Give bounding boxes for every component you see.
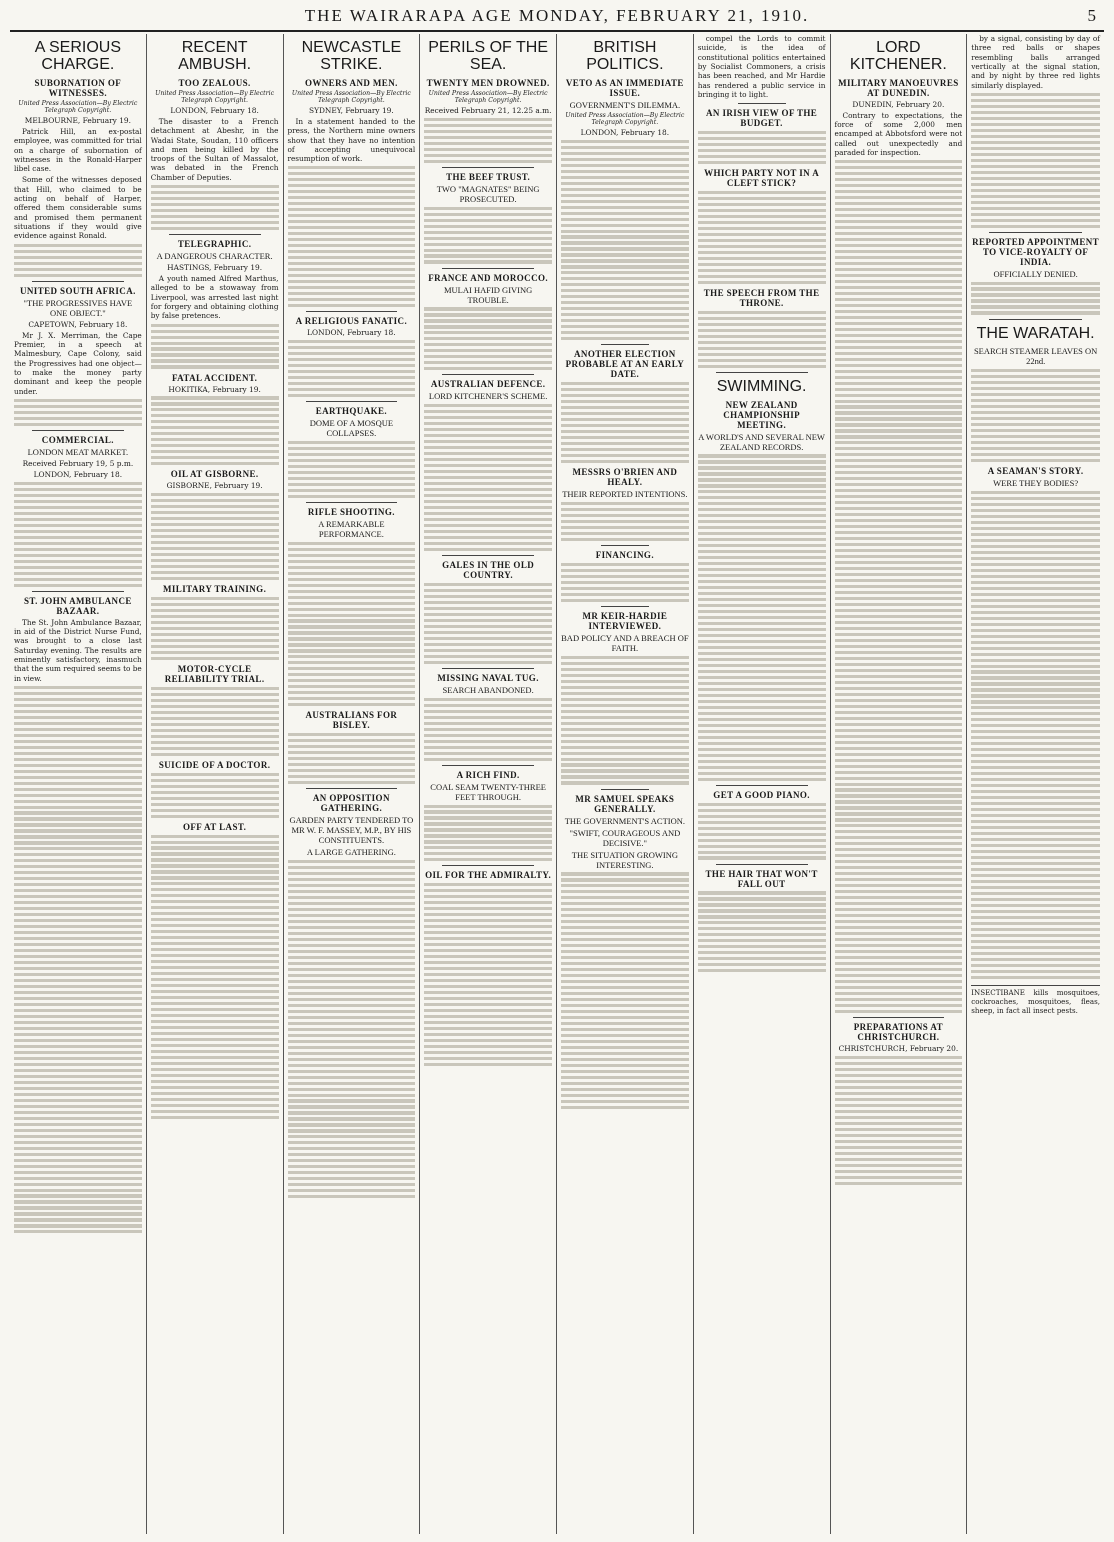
subheading: A REMARKABLE PERFORMANCE. [318, 518, 385, 539]
headline: RECENT AMBUSH. [178, 39, 252, 73]
subheading: WHICH PARTY NOT IN A CLEFT STICK? [704, 168, 820, 189]
text-block [14, 482, 142, 587]
subheading: MULAI HAFID GIVING TROUBLE. [443, 284, 533, 305]
text-block [151, 324, 279, 369]
dateline: LONDON, February 18. [580, 127, 670, 137]
text-block [424, 583, 552, 664]
subheading: AUSTRALIAN DEFENCE. [430, 379, 546, 390]
text-block [698, 803, 826, 860]
dateline: LONDON, February 18. [307, 328, 396, 338]
subheading: TWENTY MEN DROWNED. [426, 77, 550, 88]
subheading: A LARGE GATHERING. [306, 847, 396, 858]
subheading: THE SPEECH FROM THE THRONE. [703, 287, 820, 308]
subheading: MR KEIR-HARDIE INTERVIEWED. [582, 610, 668, 631]
article-text: Patrick Hill, an ex-postal employee, was committed for trial on a charge of subornation of witnesses in the Ronald-Harper libel case. [14, 126, 142, 174]
article-text: The St. John Ambulance Bazaar, in aid of the District Nurse Fund, was brought to a close last Saturday evening. The results are eminently satisfactory, inasmuch that the sum required seems to be in view. [14, 617, 142, 683]
text-block [288, 860, 416, 1198]
subheading: REPORTED APPOINTMENT TO VICE-ROYALTY OF INDIA. [972, 236, 1100, 267]
subheading: MILITARY MANOEUVRES AT DUNEDIN. [838, 77, 959, 98]
text-block [14, 244, 142, 277]
text-block [151, 773, 279, 818]
subheading: MOTOR-CYCLE RELIABILITY TRIAL. [164, 663, 265, 684]
wire-credit: United Press Association—By Electric Telegraph Copyright. [428, 89, 548, 104]
article-text: The disaster to a French detachment at Abeshr, in the Wadai State, Soudan, 110 officers and men being killed by the troops of the Sultan of Massalot, was debated in the French Chamber of Deputies. [150, 116, 279, 182]
text-block [971, 282, 1100, 315]
subheading: DOME OF A MOSQUE COLLAPSES. [309, 417, 394, 438]
subheading: COMMERCIAL. [41, 434, 114, 445]
text-block [151, 835, 279, 1119]
column-6 [694, 34, 831, 1534]
subheading: THE BEEF TRUST. [446, 171, 531, 182]
subheading: TELEGRAPHIC. [177, 239, 252, 250]
subheading: A SEAMAN'S STORY. [987, 466, 1084, 477]
subheading: ST. JOHN AMBULANCE BAZAAR. [23, 595, 132, 616]
subheading: SEARCH ABANDONED. [442, 684, 534, 695]
subheading: A DANGEROUS CHARACTER. [156, 251, 273, 262]
text-block [151, 493, 279, 580]
subheading: SUICIDE OF A DOCTOR. [158, 759, 271, 770]
article-text: compel the Lords to commit suicide, is the idea of constitutional politics entertained by Socialist Commoners, a crisis has been reached, and Mr Hardie has rendered a public service in bringing it to light. [697, 34, 826, 99]
headline: THE WARATAH. [976, 324, 1095, 342]
text-block [288, 733, 416, 784]
subheading: VETO AS AN IMMEDIATE ISSUE. [565, 77, 684, 98]
text-block [698, 191, 826, 284]
text-block [288, 441, 416, 498]
text-block [698, 454, 826, 780]
subheading: ANOTHER ELECTION PROBABLE AT AN EARLY DATE. [565, 349, 685, 380]
text-block [288, 340, 416, 397]
subheading: A RELIGIOUS FANATIC. [295, 316, 408, 327]
text-block [424, 118, 552, 163]
subheading: THE HAIR THAT WON'T FALL OUT [705, 868, 818, 889]
subheading: TOO ZEALOUS. [178, 77, 251, 88]
text-block [561, 140, 689, 341]
subheading: AN OPPOSITION GATHERING. [312, 793, 390, 814]
article-text: Mr J. X. Merriman, the Cape Premier, in a speech at Malmesbury, Cape Colony, said the Progressives had one object—to make the money party dominant and keep the people under. [14, 330, 142, 396]
dateline: HASTINGS, February 19. [167, 263, 263, 273]
subheading: UNITED SOUTH AFRICA. [19, 285, 136, 296]
article-text: Some of the witnesses deposed that Hill, who claimed to be acting on behalf of Harper, offered them considerable sums and promised them permanent situations if they would give evidence against Ronald. [14, 175, 142, 241]
subheading: THE GOVERNMENT'S ACTION. [564, 815, 686, 826]
column-5 [557, 34, 694, 1534]
text-block [561, 656, 689, 785]
text-block [288, 542, 416, 707]
subheading: "THE PROGRESSIVES HAVE ONE OBJECT." [23, 297, 133, 318]
dateline: HOKITIKA, February 19. [168, 384, 261, 394]
subheading: A WORLD'S AND SEVERAL NEW ZEALAND RECORDS. [698, 431, 825, 452]
subheading: THEIR REPORTED INTENTIONS. [562, 489, 688, 500]
subheading: SEARCH STEAMER LEAVES ON 22nd. [973, 346, 1098, 367]
subheading: GET A GOOD PIANO. [713, 789, 810, 800]
subheading: PREPARATIONS AT CHRISTCHURCH. [853, 1022, 943, 1042]
text-block [971, 491, 1100, 979]
article-text: by a signal, consisting by day of three red balls or shapes resembling balls arranged vertically at the signal station, and by night by three red lights similarly displayed. [971, 34, 1100, 90]
subheading: COAL SEAM TWENTY-THREE FEET THROUGH. [430, 781, 546, 802]
subheading: LONDON MEAT MARKET. [27, 446, 129, 457]
dateline: LONDON, February 18. [170, 105, 259, 115]
dateline: GISBORNE, February 19. [166, 481, 263, 491]
subheading: A RICH FIND. [456, 769, 520, 780]
text-block [151, 597, 279, 660]
subheading: GARDEN PARTY TENDERED TO MR W. F. MASSEY, M.P., BY HIS CONSTITUENTS. [289, 815, 414, 846]
dateline: CHRISTCHURCH, February 20. [838, 1044, 959, 1053]
headline: PERILS OF THE SEA. [428, 39, 548, 73]
subheading: AUSTRALIANS FOR BISLEY. [305, 710, 398, 731]
text-block [698, 891, 826, 972]
subheading: NEW ZEALAND CHAMPIONSHIP MEETING. [723, 399, 801, 430]
subheading: WERE THEY BODIES? [993, 478, 1079, 489]
subheading: SUBORNATION OF WITNESSES. [34, 77, 122, 98]
text-block [424, 307, 552, 370]
headline: A SERIOUS CHARGE. [34, 39, 121, 73]
headline: LORD KITCHENER. [849, 39, 947, 73]
text-block [151, 185, 279, 230]
subheading: OIL FOR THE ADMIRALTY. [425, 870, 552, 881]
text-block [835, 1056, 963, 1185]
text-block [698, 311, 826, 368]
subheading: FRANCE AND MOROCCO. [428, 272, 549, 283]
text-block [561, 502, 689, 541]
masthead [10, 4, 1104, 32]
wire-credit: United Press Association—By Electric Telegraph Copyright. [18, 99, 138, 114]
dateline: LONDON, February 18. [33, 469, 123, 479]
headline: SWIMMING. [716, 377, 807, 395]
dateline: CAPETOWN, February 18. [28, 319, 128, 329]
columns [10, 34, 1104, 1534]
column-1 [10, 34, 147, 1534]
subheading: FATAL ACCIDENT. [171, 372, 258, 383]
text-block [561, 382, 689, 463]
subheading: MESSRS O'BRIEN AND HEALY. [572, 467, 678, 488]
subheading: FINANCING. [595, 549, 654, 560]
dateline: MELBOURNE, February 19. [24, 115, 131, 125]
subheading: GOVERNMENT'S DILEMMA. [569, 99, 681, 110]
dateline: SYDNEY, February 19. [309, 105, 394, 115]
text-block [14, 399, 142, 426]
wire-credit: United Press Association—By Electric Telegraph Copyright. [155, 89, 275, 104]
text-block [424, 883, 552, 1066]
wire-credit: United Press Association—By Electric Telegraph Copyright. [565, 111, 685, 126]
subheading: EARTHQUAKE. [315, 405, 388, 416]
subheading: MR SAMUEL SPEAKS GENERALLY. [575, 793, 675, 814]
text-block [424, 805, 552, 862]
text-block [561, 563, 689, 602]
column-7 [831, 34, 968, 1534]
text-block [151, 687, 279, 756]
subheading: BAD POLICY AND A BREACH OF FAITH. [561, 632, 689, 653]
text-block [424, 698, 552, 761]
article-text: Contrary to expectations, the force of some 2,000 men encamped at Abbotsford were not called out unexpectedly and paraded for inspection. [834, 110, 963, 157]
subheading: GALES IN THE OLD COUNTRY. [442, 560, 535, 580]
subheading: OIL AT GISBORNE. [170, 469, 259, 480]
article-text: In a statement handed to the press, the Northern mine owners show that they have no intention of accepting unequivocal resumption of work. [287, 116, 416, 164]
text-block [14, 686, 142, 1234]
subheading: RIFLE SHOOTING. [307, 506, 395, 517]
text-block [971, 369, 1100, 462]
text-block [288, 166, 416, 307]
subheading: MILITARY TRAINING. [163, 584, 267, 595]
wire-credit: United Press Association—By Electric Telegraph Copyright. [291, 89, 411, 104]
text-block [424, 404, 552, 551]
column-3 [284, 34, 421, 1534]
column-4 [420, 34, 557, 1534]
dateline: DUNEDIN, February 20. [852, 99, 945, 109]
dateline: Received February 19, 5 p.m. [22, 458, 134, 468]
subheading: LORD KITCHENER'S SCHEME. [428, 391, 548, 402]
article-text: A youth named Alfred Marthus, alleged to be a stowaway from Liverpool, was arrested last night for forgery and obtaining clothing by false pretences. [150, 274, 279, 321]
text-block [835, 160, 963, 1013]
dateline: Received February 21, 12.25 a.m. [424, 105, 552, 115]
text-block [561, 872, 689, 1108]
subheading: TWO "MAGNATES" BEING PROSECUTED. [436, 183, 540, 204]
subheading: OFFICIALLY DENIED. [993, 268, 1078, 279]
text-block [424, 207, 552, 264]
subheading: AN IRISH VIEW OF THE BUDGET. [706, 108, 818, 129]
column-8 [967, 34, 1104, 1534]
advertisement: INSECTIBANE kills mosquitoes, cockroaches, mosquitoes, fleas, sheep, in fact all insect pests. [971, 985, 1100, 1016]
subheading: MISSING NAVAL TUG. [437, 672, 539, 683]
text-block [151, 396, 279, 465]
column-2 [147, 34, 284, 1534]
subheading: OFF AT LAST. [183, 821, 247, 832]
page-number: 5 [1087, 6, 1096, 25]
subheading: THE SITUATION GROWING INTERESTING. [571, 849, 678, 870]
subheading: OWNERS AND MEN. [304, 77, 398, 88]
text-block [971, 93, 1100, 228]
newspaper-title: THE WAIRARAPA AGE MONDAY, FEBRUARY 21, 1910. [304, 6, 810, 25]
subheading: "SWIFT, COURAGEOUS AND DECISIVE." [569, 827, 681, 848]
headline: BRITISH POLITICS. [586, 39, 664, 73]
text-block [698, 131, 826, 164]
headline: NEWCASTLE STRIKE. [301, 39, 402, 73]
